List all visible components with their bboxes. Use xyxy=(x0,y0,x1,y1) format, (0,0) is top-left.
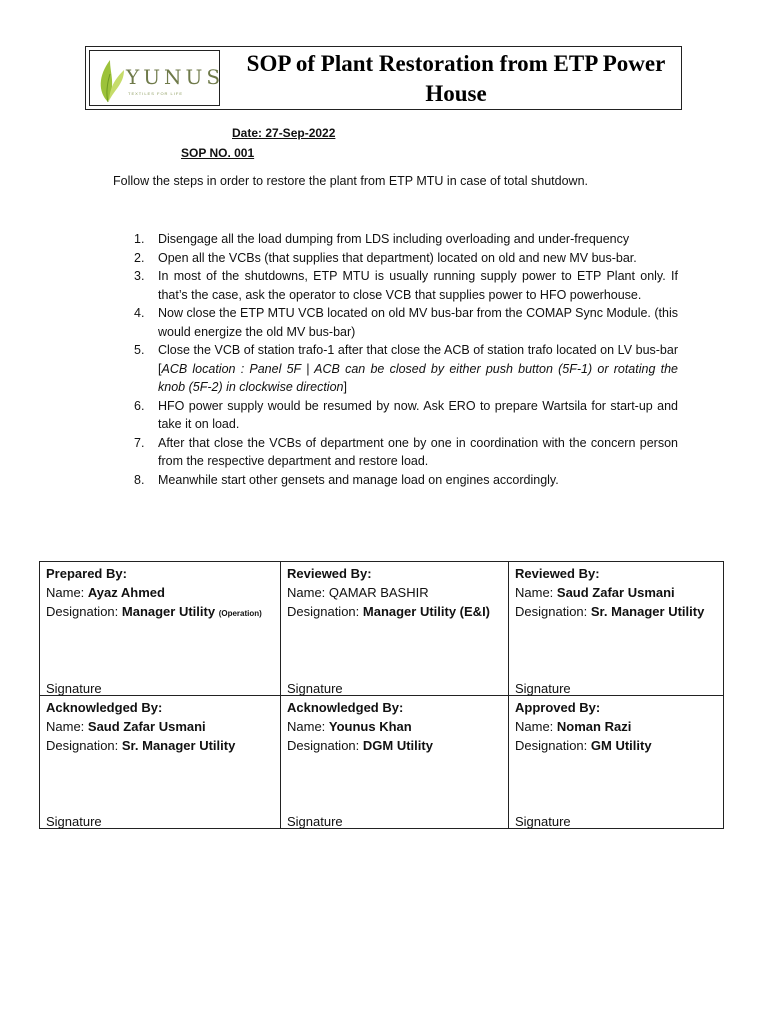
signature-label: Signature xyxy=(46,814,102,829)
step-text: Now close the ETP MTU VCB located on old MV bus-bar from the COMAP Sync Module. (this would energize the old MV bus-bar) xyxy=(158,306,678,339)
signoff-cell xyxy=(40,695,281,829)
designation-line xyxy=(46,602,274,623)
name-label: Name: xyxy=(515,718,557,734)
name-line xyxy=(46,717,274,736)
intro-text: Follow the steps in order to restore the plant from ETP MTU in case of total shutdown. xyxy=(113,174,588,188)
signature-label: Signature xyxy=(515,814,571,829)
step-item xyxy=(128,434,678,471)
name-line xyxy=(515,717,717,736)
role-label: Reviewed By: xyxy=(287,566,372,581)
person-designation: Sr. Manager Utility xyxy=(121,737,236,753)
signature-label: Signature xyxy=(515,680,571,696)
document-date: Date: 27-Sep-2022 xyxy=(232,126,336,140)
designation-line xyxy=(515,736,717,755)
name-line xyxy=(287,717,502,736)
name-label: Name: xyxy=(287,585,329,600)
signoff-cell xyxy=(40,562,281,696)
step-text: Meanwhile start other gensets and manage load on engines accordingly. xyxy=(158,472,559,487)
step-text: After that close the VCBs of department one by one in coordination with the concern person from the respective department and restore load. xyxy=(158,435,678,468)
document-header xyxy=(85,46,682,110)
designation-label: Designation: xyxy=(515,737,591,753)
name-label: Name: xyxy=(46,718,88,734)
logo-tagline: TEXTILES FOR LIFE xyxy=(128,91,184,96)
step-text: In most of the shutdowns, ETP MTU is usually running supply power to ETP Plant only. If that’s the case, ask the operator to close VCB that supplies power to HFO powerhouse. xyxy=(158,269,678,302)
signoff-cell xyxy=(509,695,724,829)
name-label: Name: xyxy=(287,718,329,734)
name-label: Name: xyxy=(515,585,557,600)
step-item xyxy=(128,471,678,490)
person-name: Younus Khan xyxy=(328,718,412,734)
designation-line xyxy=(46,736,274,755)
step-text-italic: ACB location : Panel 5F | ACB can be closed by either push button (5F-1) or rotating the knob (5F-2) in clockwise direction xyxy=(158,361,678,394)
role-label: Acknowledged By: xyxy=(46,699,163,715)
designation-label: Designation: xyxy=(287,604,363,619)
person-name: Saud Zafar Usmani xyxy=(87,718,206,734)
designation-label: Designation: xyxy=(46,737,122,753)
person-designation: Manager Utility xyxy=(121,604,216,619)
role-label: Prepared By: xyxy=(46,566,127,581)
step-item xyxy=(128,304,678,341)
sop-number: SOP NO. 001 xyxy=(181,146,255,160)
name-line xyxy=(515,583,717,602)
designation-label: Designation: xyxy=(287,737,363,753)
designation-line xyxy=(287,736,502,755)
name-label: Name: xyxy=(46,585,88,600)
signoff-cell xyxy=(281,695,509,829)
name-line xyxy=(287,583,502,602)
role-label: Approved By: xyxy=(515,699,601,715)
step-text: Disengage all the load dumping from LDS including overloading and under-frequency xyxy=(158,232,630,246)
table-row xyxy=(40,695,724,829)
person-name: Saud Zafar Usmani xyxy=(556,585,675,600)
step-number: 2. xyxy=(134,250,145,265)
step-item xyxy=(128,267,678,304)
step-text-end: ] xyxy=(343,380,347,394)
designation-line xyxy=(287,602,502,621)
step-number: 1. xyxy=(134,232,145,246)
signature-label: Signature xyxy=(287,680,343,696)
company-logo xyxy=(89,50,225,106)
step-number: 7. xyxy=(134,435,145,450)
step-item xyxy=(128,341,678,397)
document-title: SOP of Plant Restoration from ETP Power House xyxy=(246,51,666,106)
signoff-table xyxy=(39,561,724,829)
person-designation: GM Utility xyxy=(590,737,652,753)
person-name: QAMAR BASHIR xyxy=(328,585,429,600)
step-text: HFO power supply would be resumed by now. Ask ERO to prepare Wartsila for start-up and take it on load. xyxy=(158,398,678,431)
leaf-logo-icon xyxy=(94,54,128,104)
signature-label: Signature xyxy=(46,680,102,696)
signoff-cell xyxy=(509,562,724,696)
person-name: Noman Razi xyxy=(556,718,632,734)
step-number: 3. xyxy=(134,269,145,283)
person-designation: Manager Utility (E&I) xyxy=(362,604,491,619)
procedure-steps xyxy=(128,230,678,489)
designation-label: Designation: xyxy=(515,604,591,619)
step-number: 5. xyxy=(134,343,145,357)
designation-note: (Operation) xyxy=(218,609,262,618)
table-row xyxy=(40,562,724,696)
logo-wordmark: YUNUS xyxy=(126,65,225,89)
step-number: 8. xyxy=(134,472,145,487)
designation-label: Designation: xyxy=(46,604,122,619)
person-designation: Sr. Manager Utility xyxy=(590,604,705,619)
person-name: Ayaz Ahmed xyxy=(87,585,165,600)
designation-line xyxy=(515,602,717,621)
step-item xyxy=(128,249,678,268)
role-label: Acknowledged By: xyxy=(287,699,404,715)
step-item xyxy=(128,230,678,249)
person-designation: DGM Utility xyxy=(362,737,433,753)
step-item xyxy=(128,397,678,434)
role-label: Reviewed By: xyxy=(515,566,600,581)
step-text: Open all the VCBs (that supplies that department) located on old and new MV bus-bar. xyxy=(158,250,637,265)
step-number: 4. xyxy=(134,306,145,320)
step-text: Close the VCB of station trafo-1 after that close the ACB of station trafo located on LV bus-bar [ xyxy=(158,343,678,376)
step-number: 6. xyxy=(134,398,145,413)
signature-label: Signature xyxy=(287,814,343,829)
name-line xyxy=(46,583,274,602)
signoff-cell xyxy=(281,562,509,696)
